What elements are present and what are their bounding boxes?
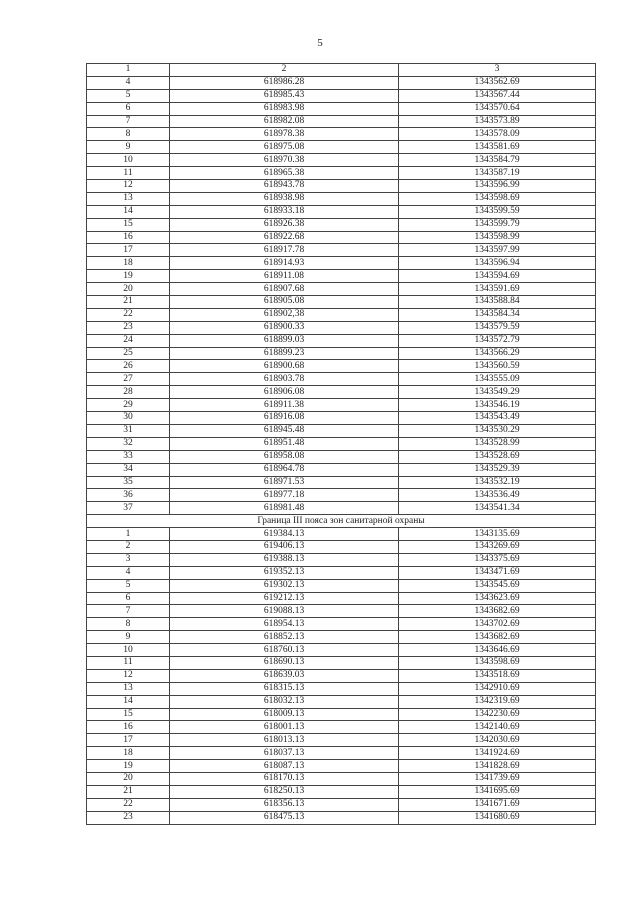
y-coordinate-cell: 1343549.29 <box>399 386 596 399</box>
table-row <box>87 76 596 89</box>
point-number-cell: 33 <box>87 450 170 463</box>
y-coordinate-cell: 1342030.69 <box>399 734 596 747</box>
y-coordinate-cell: 1341924.69 <box>399 747 596 760</box>
table-row <box>87 798 596 811</box>
x-coordinate-cell: 618170.13 <box>170 772 399 785</box>
y-coordinate-cell: 1343597.99 <box>399 244 596 257</box>
table-row <box>87 566 596 579</box>
table-row <box>87 321 596 334</box>
point-number-cell: 16 <box>87 721 170 734</box>
x-coordinate-cell: 618356.13 <box>170 798 399 811</box>
y-coordinate-cell: 1343702.69 <box>399 618 596 631</box>
point-number-cell: 19 <box>87 760 170 773</box>
y-coordinate-cell: 1343562.69 <box>399 76 596 89</box>
point-number-cell: 4 <box>87 76 170 89</box>
x-coordinate-cell: 618965.38 <box>170 167 399 180</box>
point-number-cell: 8 <box>87 128 170 141</box>
y-coordinate-cell: 1343682.69 <box>399 631 596 644</box>
table-row <box>87 218 596 231</box>
y-coordinate-cell: 1343545.69 <box>399 579 596 592</box>
y-coordinate-cell: 1343598.69 <box>399 192 596 205</box>
x-coordinate-cell: 618917.78 <box>170 244 399 257</box>
x-coordinate-cell: 618970.38 <box>170 154 399 167</box>
y-coordinate-cell: 1343566.29 <box>399 347 596 360</box>
y-coordinate-cell: 1343572.79 <box>399 334 596 347</box>
y-coordinate-cell: 1341671.69 <box>399 798 596 811</box>
x-coordinate-cell: 618911.38 <box>170 399 399 412</box>
y-coordinate-cell: 1343594.69 <box>399 270 596 283</box>
y-coordinate-cell: 1343529.39 <box>399 463 596 476</box>
x-coordinate-cell: 618958.08 <box>170 450 399 463</box>
x-coordinate-cell: 618900.68 <box>170 360 399 373</box>
y-coordinate-cell: 1342319.69 <box>399 695 596 708</box>
x-coordinate-cell: 618690.13 <box>170 656 399 669</box>
point-number-cell: 10 <box>87 644 170 657</box>
table-row <box>87 167 596 180</box>
table-row <box>87 128 596 141</box>
x-coordinate-cell: 619384.13 <box>170 528 399 541</box>
header-cell: 2 <box>170 64 399 77</box>
y-coordinate-cell: 1343518.69 <box>399 669 596 682</box>
x-coordinate-cell: 618899.03 <box>170 334 399 347</box>
x-coordinate-cell: 618943.78 <box>170 180 399 193</box>
point-number-cell: 7 <box>87 605 170 618</box>
x-coordinate-cell: 618945.48 <box>170 424 399 437</box>
table-row <box>87 553 596 566</box>
x-coordinate-cell: 618013.13 <box>170 734 399 747</box>
x-coordinate-cell: 618639.03 <box>170 669 399 682</box>
table-row <box>87 747 596 760</box>
x-coordinate-cell: 618315.13 <box>170 682 399 695</box>
y-coordinate-cell: 1343532.19 <box>399 476 596 489</box>
section-1-rows <box>87 76 596 514</box>
table-row <box>87 347 596 360</box>
y-coordinate-cell: 1343584.79 <box>399 154 596 167</box>
point-number-cell: 28 <box>87 386 170 399</box>
table-row <box>87 785 596 798</box>
x-coordinate-cell: 619352.13 <box>170 566 399 579</box>
table-row <box>87 669 596 682</box>
header-cell: 1 <box>87 64 170 77</box>
table-row <box>87 180 596 193</box>
x-coordinate-cell: 618975.08 <box>170 141 399 154</box>
point-number-cell: 10 <box>87 154 170 167</box>
y-coordinate-cell: 1343591.69 <box>399 283 596 296</box>
point-number-cell: 5 <box>87 579 170 592</box>
point-number-cell: 17 <box>87 244 170 257</box>
x-coordinate-cell: 618926.38 <box>170 218 399 231</box>
x-coordinate-cell: 618032.13 <box>170 695 399 708</box>
table-row <box>87 244 596 257</box>
point-number-cell: 9 <box>87 631 170 644</box>
y-coordinate-cell: 1343587.19 <box>399 167 596 180</box>
x-coordinate-cell: 618978.38 <box>170 128 399 141</box>
point-number-cell: 31 <box>87 424 170 437</box>
y-coordinate-cell: 1343682.69 <box>399 605 596 618</box>
x-coordinate-cell: 618475.13 <box>170 811 399 824</box>
point-number-cell: 12 <box>87 669 170 682</box>
point-number-cell: 32 <box>87 437 170 450</box>
table-row <box>87 231 596 244</box>
point-number-cell: 23 <box>87 321 170 334</box>
table-row <box>87 476 596 489</box>
table-row <box>87 605 596 618</box>
point-number-cell: 3 <box>87 553 170 566</box>
y-coordinate-cell: 1343543.49 <box>399 412 596 425</box>
point-number-cell: 14 <box>87 695 170 708</box>
point-number-cell: 25 <box>87 347 170 360</box>
y-coordinate-cell: 1341680.69 <box>399 811 596 824</box>
y-coordinate-cell: 1343536.49 <box>399 489 596 502</box>
table-row <box>87 502 596 515</box>
table-row <box>87 270 596 283</box>
x-coordinate-cell: 618899.23 <box>170 347 399 360</box>
table-header-row <box>87 64 596 77</box>
point-number-cell: 17 <box>87 734 170 747</box>
x-coordinate-cell: 618907.68 <box>170 283 399 296</box>
point-number-cell: 8 <box>87 618 170 631</box>
x-coordinate-cell: 619088.13 <box>170 605 399 618</box>
x-coordinate-cell: 619302.13 <box>170 579 399 592</box>
x-coordinate-cell: 618933.18 <box>170 205 399 218</box>
y-coordinate-cell: 1343599.79 <box>399 218 596 231</box>
table-row <box>87 257 596 270</box>
point-number-cell: 14 <box>87 205 170 218</box>
point-number-cell: 7 <box>87 115 170 128</box>
point-number-cell: 30 <box>87 412 170 425</box>
point-number-cell: 1 <box>87 528 170 541</box>
table-row <box>87 102 596 115</box>
x-coordinate-cell: 618037.13 <box>170 747 399 760</box>
y-coordinate-cell: 1343375.69 <box>399 553 596 566</box>
point-number-cell: 18 <box>87 257 170 270</box>
x-coordinate-cell: 619388.13 <box>170 553 399 566</box>
point-number-cell: 18 <box>87 747 170 760</box>
point-number-cell: 23 <box>87 811 170 824</box>
y-coordinate-cell: 1343578.09 <box>399 128 596 141</box>
point-number-cell: 21 <box>87 296 170 309</box>
y-coordinate-cell: 1343579.59 <box>399 321 596 334</box>
page-number: 5 <box>317 37 323 49</box>
point-number-cell: 13 <box>87 682 170 695</box>
section-title-group <box>87 515 596 528</box>
x-coordinate-cell: 618905.08 <box>170 296 399 309</box>
y-coordinate-cell: 1342230.69 <box>399 708 596 721</box>
point-number-cell: 19 <box>87 270 170 283</box>
table-row <box>87 631 596 644</box>
x-coordinate-cell: 618001.13 <box>170 721 399 734</box>
y-coordinate-cell: 1343555.09 <box>399 373 596 386</box>
table-row <box>87 708 596 721</box>
x-coordinate-cell: 618982.08 <box>170 115 399 128</box>
section-title-row <box>87 515 596 528</box>
table-row <box>87 141 596 154</box>
point-number-cell: 4 <box>87 566 170 579</box>
y-coordinate-cell: 1343598.69 <box>399 656 596 669</box>
point-number-cell: 36 <box>87 489 170 502</box>
x-coordinate-cell: 618902,38 <box>170 308 399 321</box>
x-coordinate-cell: 618916.08 <box>170 412 399 425</box>
table-row <box>87 373 596 386</box>
y-coordinate-cell: 1341828.69 <box>399 760 596 773</box>
y-coordinate-cell: 1343581.69 <box>399 141 596 154</box>
table-row <box>87 205 596 218</box>
table-row <box>87 308 596 321</box>
coordinates-table <box>86 63 596 825</box>
point-number-cell: 35 <box>87 476 170 489</box>
header-cell: 3 <box>399 64 596 77</box>
section-2-rows <box>87 528 596 824</box>
y-coordinate-cell: 1343646.69 <box>399 644 596 657</box>
table-row <box>87 450 596 463</box>
point-number-cell: 34 <box>87 463 170 476</box>
x-coordinate-cell: 618954.13 <box>170 618 399 631</box>
x-coordinate-cell: 618938.98 <box>170 192 399 205</box>
table-row <box>87 115 596 128</box>
x-coordinate-cell: 618986.28 <box>170 76 399 89</box>
y-coordinate-cell: 1343528.69 <box>399 450 596 463</box>
table-row <box>87 734 596 747</box>
table-row <box>87 154 596 167</box>
point-number-cell: 9 <box>87 141 170 154</box>
table-row <box>87 399 596 412</box>
table-row <box>87 463 596 476</box>
y-coordinate-cell: 1343598.99 <box>399 231 596 244</box>
y-coordinate-cell: 1341695.69 <box>399 785 596 798</box>
y-coordinate-cell: 1341739.69 <box>399 772 596 785</box>
table-row <box>87 424 596 437</box>
point-number-cell: 12 <box>87 180 170 193</box>
point-number-cell: 27 <box>87 373 170 386</box>
x-coordinate-cell: 618087.13 <box>170 760 399 773</box>
y-coordinate-cell: 1342140.69 <box>399 721 596 734</box>
point-number-cell: 22 <box>87 798 170 811</box>
y-coordinate-cell: 1343471.69 <box>399 566 596 579</box>
x-coordinate-cell: 618852.13 <box>170 631 399 644</box>
x-coordinate-cell: 618951.48 <box>170 437 399 450</box>
point-number-cell: 11 <box>87 167 170 180</box>
point-number-cell: 6 <box>87 102 170 115</box>
table-row <box>87 412 596 425</box>
table-row <box>87 528 596 541</box>
y-coordinate-cell: 1343584.34 <box>399 308 596 321</box>
x-coordinate-cell: 618250.13 <box>170 785 399 798</box>
x-coordinate-cell: 618903.78 <box>170 373 399 386</box>
table-row <box>87 192 596 205</box>
point-number-cell: 24 <box>87 334 170 347</box>
y-coordinate-cell: 1343560.59 <box>399 360 596 373</box>
x-coordinate-cell: 618964.78 <box>170 463 399 476</box>
x-coordinate-cell: 618985.43 <box>170 89 399 102</box>
x-coordinate-cell: 618009.13 <box>170 708 399 721</box>
table-row <box>87 89 596 102</box>
point-number-cell: 13 <box>87 192 170 205</box>
point-number-cell: 20 <box>87 283 170 296</box>
y-coordinate-cell: 1343546.19 <box>399 399 596 412</box>
table-row <box>87 656 596 669</box>
y-coordinate-cell: 1343528.99 <box>399 437 596 450</box>
table-row <box>87 540 596 553</box>
x-coordinate-cell: 618981.48 <box>170 502 399 515</box>
y-coordinate-cell: 1343567.44 <box>399 89 596 102</box>
table-row <box>87 772 596 785</box>
x-coordinate-cell: 618911.08 <box>170 270 399 283</box>
table-row <box>87 296 596 309</box>
x-coordinate-cell: 618922.68 <box>170 231 399 244</box>
x-coordinate-cell: 619406.13 <box>170 540 399 553</box>
point-number-cell: 29 <box>87 399 170 412</box>
table-row <box>87 579 596 592</box>
table-row <box>87 618 596 631</box>
table-row <box>87 360 596 373</box>
point-number-cell: 15 <box>87 708 170 721</box>
point-number-cell: 15 <box>87 218 170 231</box>
x-coordinate-cell: 619212.13 <box>170 592 399 605</box>
point-number-cell: 21 <box>87 785 170 798</box>
point-number-cell: 20 <box>87 772 170 785</box>
point-number-cell: 2 <box>87 540 170 553</box>
x-coordinate-cell: 618760.13 <box>170 644 399 657</box>
point-number-cell: 26 <box>87 360 170 373</box>
point-number-cell: 22 <box>87 308 170 321</box>
y-coordinate-cell: 1343530.29 <box>399 424 596 437</box>
x-coordinate-cell: 618977.18 <box>170 489 399 502</box>
y-coordinate-cell: 1343623.69 <box>399 592 596 605</box>
y-coordinate-cell: 1343135.69 <box>399 528 596 541</box>
y-coordinate-cell: 1343570.64 <box>399 102 596 115</box>
table-row <box>87 283 596 296</box>
x-coordinate-cell: 618914.93 <box>170 257 399 270</box>
y-coordinate-cell: 1343541.34 <box>399 502 596 515</box>
table-row <box>87 592 596 605</box>
point-number-cell: 37 <box>87 502 170 515</box>
x-coordinate-cell: 618971.53 <box>170 476 399 489</box>
y-coordinate-cell: 1343573.89 <box>399 115 596 128</box>
x-coordinate-cell: 618983.98 <box>170 102 399 115</box>
table-row <box>87 811 596 824</box>
y-coordinate-cell: 1342910.69 <box>399 682 596 695</box>
point-number-cell: 6 <box>87 592 170 605</box>
point-number-cell: 11 <box>87 656 170 669</box>
point-number-cell: 5 <box>87 89 170 102</box>
table-row <box>87 386 596 399</box>
table-row <box>87 334 596 347</box>
y-coordinate-cell: 1343596.99 <box>399 180 596 193</box>
table-row <box>87 437 596 450</box>
table-row <box>87 721 596 734</box>
y-coordinate-cell: 1343599.59 <box>399 205 596 218</box>
table-row <box>87 489 596 502</box>
table-row <box>87 644 596 657</box>
table-row <box>87 682 596 695</box>
y-coordinate-cell: 1343269.69 <box>399 540 596 553</box>
y-coordinate-cell: 1343596.94 <box>399 257 596 270</box>
table-row <box>87 695 596 708</box>
section-title: Граница III пояса зон санитарной охраны <box>87 515 596 528</box>
x-coordinate-cell: 618906.08 <box>170 386 399 399</box>
point-number-cell: 16 <box>87 231 170 244</box>
x-coordinate-cell: 618900.33 <box>170 321 399 334</box>
y-coordinate-cell: 1343588.84 <box>399 296 596 309</box>
table-row <box>87 760 596 773</box>
